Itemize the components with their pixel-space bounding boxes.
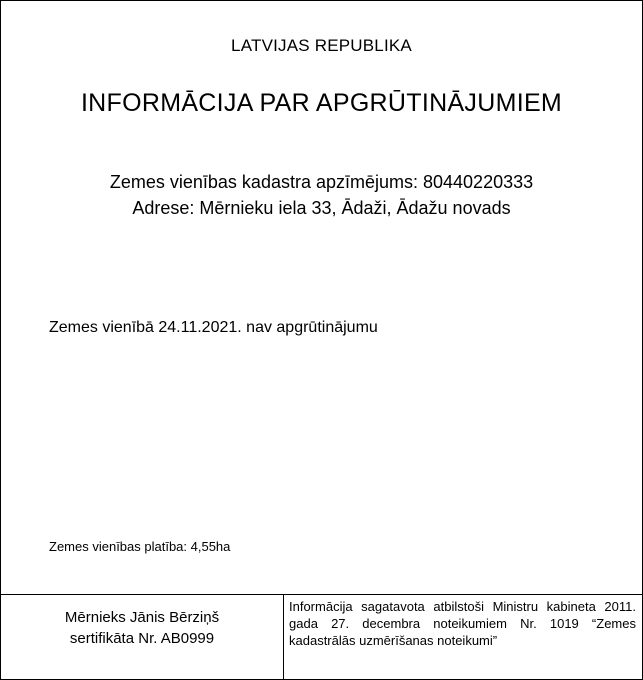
encumbrance-statement: Zemes vienībā 24.11.2021. nav apgrūtinājumu xyxy=(49,319,378,336)
parcel-info xyxy=(1,169,642,221)
surveyor-name: Mērnieks Jānis Bērziņš xyxy=(64,609,220,626)
document-title: INFORMĀCIJA PAR APGRŪTINĀJUMIEM xyxy=(80,89,563,117)
certificate-number: sertifikāta Nr. AB0999 xyxy=(69,630,215,647)
parcel-address: Adrese: Mērnieku iela 33, Ādaži, Ādažu novads xyxy=(132,198,511,218)
surveyor-cell xyxy=(1,595,284,680)
parcel-area: Zemes vienības platība: 4,55ha xyxy=(49,539,231,554)
country-heading: LATVIJAS REPUBLIKA xyxy=(231,36,412,55)
legal-note: Informācija sagatavota atbilstoši Ministru kabineta 2011. gada 27. decembra noteikumiem Nr. 1019 “Zemes kadastrālās uzmērīšanas noteikumi” xyxy=(289,599,636,648)
cadastral-designation: Zemes vienības kadastra apzīmējums: 80440220333 xyxy=(109,172,534,192)
footer-table xyxy=(1,594,642,680)
